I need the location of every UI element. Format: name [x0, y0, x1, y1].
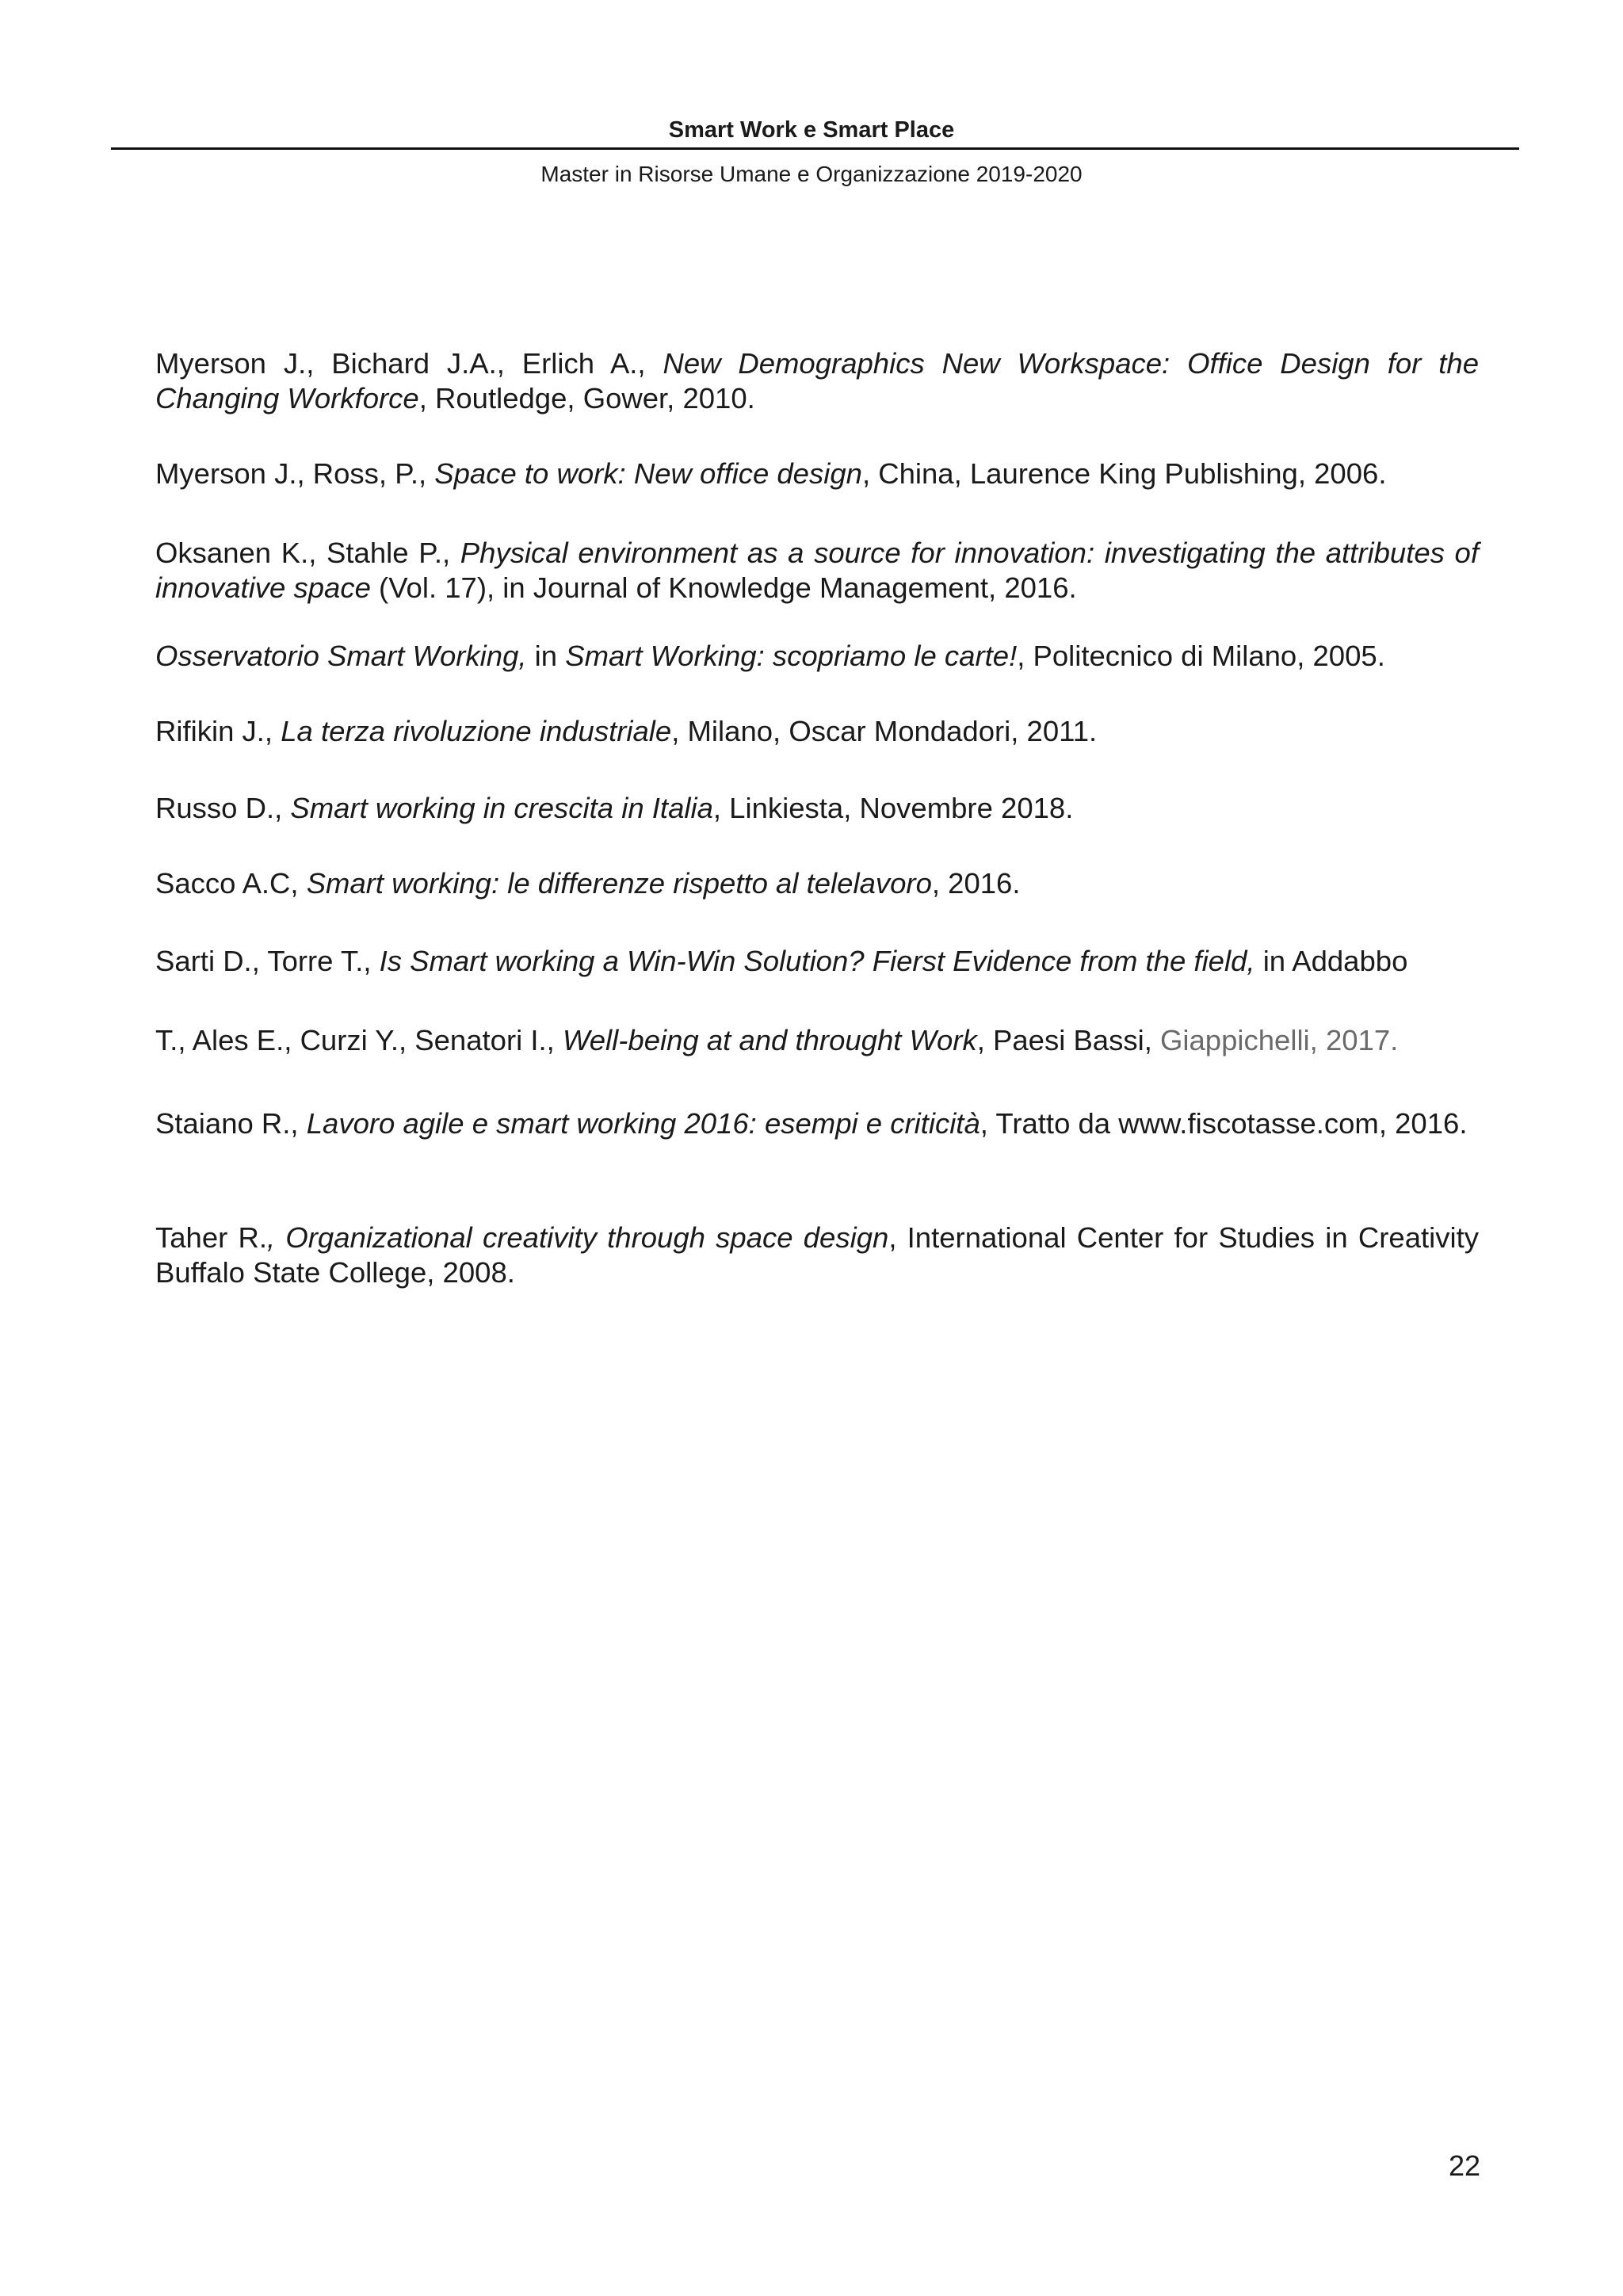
reference-title: Smart working in crescita in Italia — [290, 792, 713, 824]
header-divider — [111, 147, 1519, 150]
reference-publisher: Giappichelli, 2017. — [1159, 1024, 1399, 1056]
reference-item: Russo D., Smart working in crescita in Italia, Linkiesta, Novembre 2018. — [155, 792, 1074, 824]
reference-title: Smart Working: scopriamo le carte! — [565, 640, 1018, 672]
header-subtitle: Master in Risorse Umane e Organizzazione 2019-2020 — [540, 162, 1083, 186]
reference-item: T., Ales E., Curzi Y., Senatori I., Well-being at and throught Work, Paesi Bassi, Giappichelli, 2017. — [155, 1024, 1399, 1056]
reference-title: Smart working: le differenze rispetto al telelavoro — [306, 867, 932, 900]
reference-title: New Demographics New Workspace: Office Design for the Changing Workforce — [155, 347, 1480, 415]
reference-item: Staiano R., Lavoro agile e smart working 2016: esempi e criticità, Tratto da www.fiscotasse.com, 2016. — [155, 1107, 1468, 1140]
reference-item: Osservatorio Smart Working, in Smart Working: scopriamo le carte!, Politecnico di Milano, 2005. — [155, 640, 1385, 672]
reference-item: Myerson J., Ross, P., Space to work: New office design, China, Laurence King Publishing, 2006. — [155, 457, 1387, 490]
reference-title: Is Smart working a Win-Win Solution? Fierst Evidence from the field, — [379, 945, 1255, 977]
reference-item: Taher R., Organizational creativity through space design, International Center for Studies in Creativity Buffalo State College, 2008. — [155, 1221, 1479, 1289]
reference-item: Myerson J., Bichard J.A., Erlich A., New Demographics New Workspace: Office Design for the Changing Workforce, Routledge, Gower, 2010. — [155, 347, 1480, 415]
reference-title: La terza rivoluzione industriale — [281, 715, 672, 747]
reference-item: Oksanen K., Stahle P., Physical environment as a source for innovation: investigating the attributes of innovative space (Vol. 17), in Journal of Knowledge Management, 2016. — [155, 537, 1479, 604]
reference-item: Sacco A.C, Smart working: le differenze rispetto al telelavoro, 2016. — [155, 867, 1021, 900]
reference-item: Rifikin J., La terza rivoluzione industriale, Milano, Oscar Mondadori, 2011. — [155, 715, 1098, 747]
reference-title: Physical environment as a source for innovation: investigating the attributes of innovative space — [155, 537, 1479, 604]
reference-title: Organizational creativity through space design — [285, 1221, 889, 1254]
reference-title: Well-being at and throught Work — [562, 1024, 977, 1056]
reference-title: Lavoro agile e smart working 2016: esempi e criticità — [306, 1107, 980, 1140]
reference-title: Space to work: New office design — [434, 457, 862, 490]
page-number: 22 — [1448, 2149, 1480, 2182]
reference-item: Sarti D., Torre T., Is Smart working a Win-Win Solution? Fierst Evidence from the field, in Addabbo — [155, 945, 1408, 977]
header-title: Smart Work e Smart Place — [668, 117, 955, 143]
